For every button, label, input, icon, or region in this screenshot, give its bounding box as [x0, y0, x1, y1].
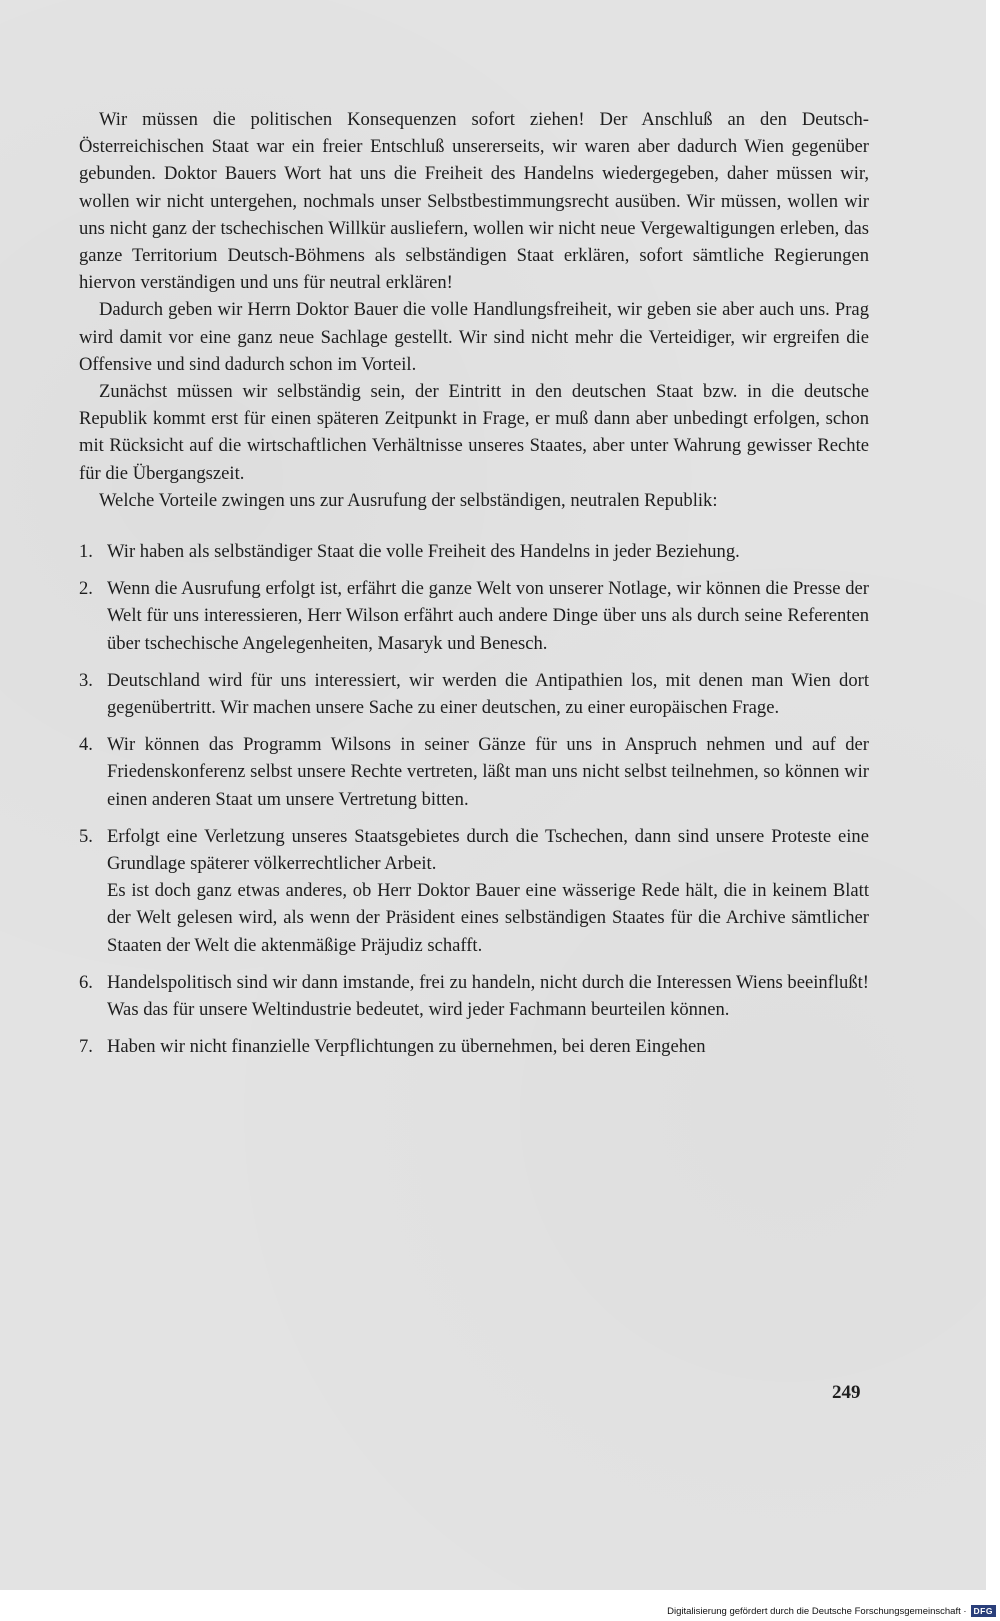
list-item	[79, 575, 869, 657]
list-number: 4.	[79, 734, 93, 756]
paragraph: Dadurch geben wir Herrn Doktor Bauer die volle Handlungsfreiheit, wir geben sie aber auch uns. Prag wird damit vor eine ganz neue Sachlage gestellt. Wir sind nicht mehr die Verteidiger, wir ergreifen die Offensive und sind dadurch schon im Vorteil.	[79, 299, 869, 375]
paragraph: Wir müssen die politischen Konsequenzen sofort ziehen! Der Anschluß an den Deutsch-Österreichischen Staat war ein freier Entschluß unsererseits, wir waren aber dadurch Wien gegenüber gebunden. Doktor Bauers Wort hat uns die Freiheit des Handelns wiedergegeben, daher müssen wir, wollen wir nicht untergehen, nochmals unser Selbstbestimmungsrecht ausüben. Wir müssen, wollen wir uns nicht ganz der tschechischen Willkür ausliefern, wollen wir nicht neue Vergewaltigungen erleben, das ganze Territorium Deutsch-Böhmens als selbständigen Staat erklären, sofort sämtliche Regierungen hiervon verständigen und uns für neutral erklären!	[79, 109, 869, 294]
body-text	[79, 106, 869, 1071]
digitization-footer	[667, 1605, 996, 1617]
paragraph: Zunächst müssen wir selbständig sein, der Eintritt in den deutschen Staat bzw. in die deutsche Republik kommt erst für einen späteren Zeitpunkt in Frage, er muß dann aber unbedingt erfolgen, schon mit Rücksicht auf die wirtschaftlichen Verhältnisse unseres Staates, aber unter Wahrung gewisser Rechte für die Übergangszeit.	[79, 381, 869, 484]
list-number: 3.	[79, 669, 93, 691]
list-item	[79, 667, 869, 721]
page-number: 249	[832, 1382, 861, 1403]
list-item-text: Deutschland wird für uns interessiert, wir werden die Antipathien los, mit denen man Wien dort gegenübertritt. Wir machen unsere Sache zu einer deutschen, zu einer europäischen Frage.	[107, 669, 869, 719]
list-number: 5.	[79, 825, 93, 847]
list-number: 6.	[79, 971, 93, 993]
list-item-text: Wir haben als selbständiger Staat die volle Freiheit des Handelns in jeder Beziehung.	[107, 541, 740, 563]
footer-text: Digitalisierung gefördert durch die Deutsche Forschungsgemeinschaft ·	[667, 1605, 967, 1617]
list-item-text: Wenn die Ausrufung erfolgt ist, erfährt die ganze Welt von unserer Notlage, wir können die Presse der Welt für uns interessieren, Herr Wilson erfährt auch andere Dinge über uns als durch seine Referenten über tschechische Angelegenheiten, Masaryk und Benesch.	[107, 578, 869, 654]
paragraph: Welche Vorteile zwingen uns zur Ausrufung der selbständigen, neutralen Republik:	[99, 489, 718, 511]
list-item	[79, 538, 869, 565]
list-item-text: Handelspolitisch sind wir dann imstande, frei zu handeln, nicht durch die Interessen Wiens beeinflußt! Was das für unsere Weltindustrie bedeutet, wird jeder Fachmann beurteilen können.	[107, 971, 869, 1021]
list-item	[79, 1033, 869, 1060]
list-item-text: Wir können das Programm Wilsons in seiner Gänze für uns in Anspruch nehmen und auf der Friedenskonferenz selbst unsere Rechte vertreten, läßt man uns nicht selbst teilnehmen, so können wir einen anderen Staat um unsere Vertretung bitten.	[107, 734, 869, 810]
list-item-text: Erfolgt eine Verletzung unseres Staatsgebietes durch die Tschechen, dann sind unsere Proteste eine Grundlage späterer völkerrechtlicher Arbeit.	[107, 825, 869, 875]
list-number: 2.	[79, 578, 93, 600]
list-item-text: Es ist doch ganz etwas anderes, ob Herr Doktor Bauer eine wässerige Rede hält, die in keinem Blatt der Welt gelesen wird, als wenn der Präsident eines selbständigen Staates für die Archive sämtlicher Staaten der Welt die aktenmäßige Präjudiz schafft.	[107, 880, 869, 956]
list-number: 7.	[79, 1036, 93, 1058]
list-item-text: Haben wir nicht finanzielle Verpflichtungen zu übernehmen, bei deren Eingehen	[107, 1036, 706, 1058]
dfg-logo: DFG	[971, 1605, 996, 1617]
numbered-list	[79, 538, 869, 1060]
list-item	[79, 969, 869, 1023]
list-item	[79, 823, 869, 959]
list-number: 1.	[79, 541, 93, 563]
list-item	[79, 731, 869, 813]
